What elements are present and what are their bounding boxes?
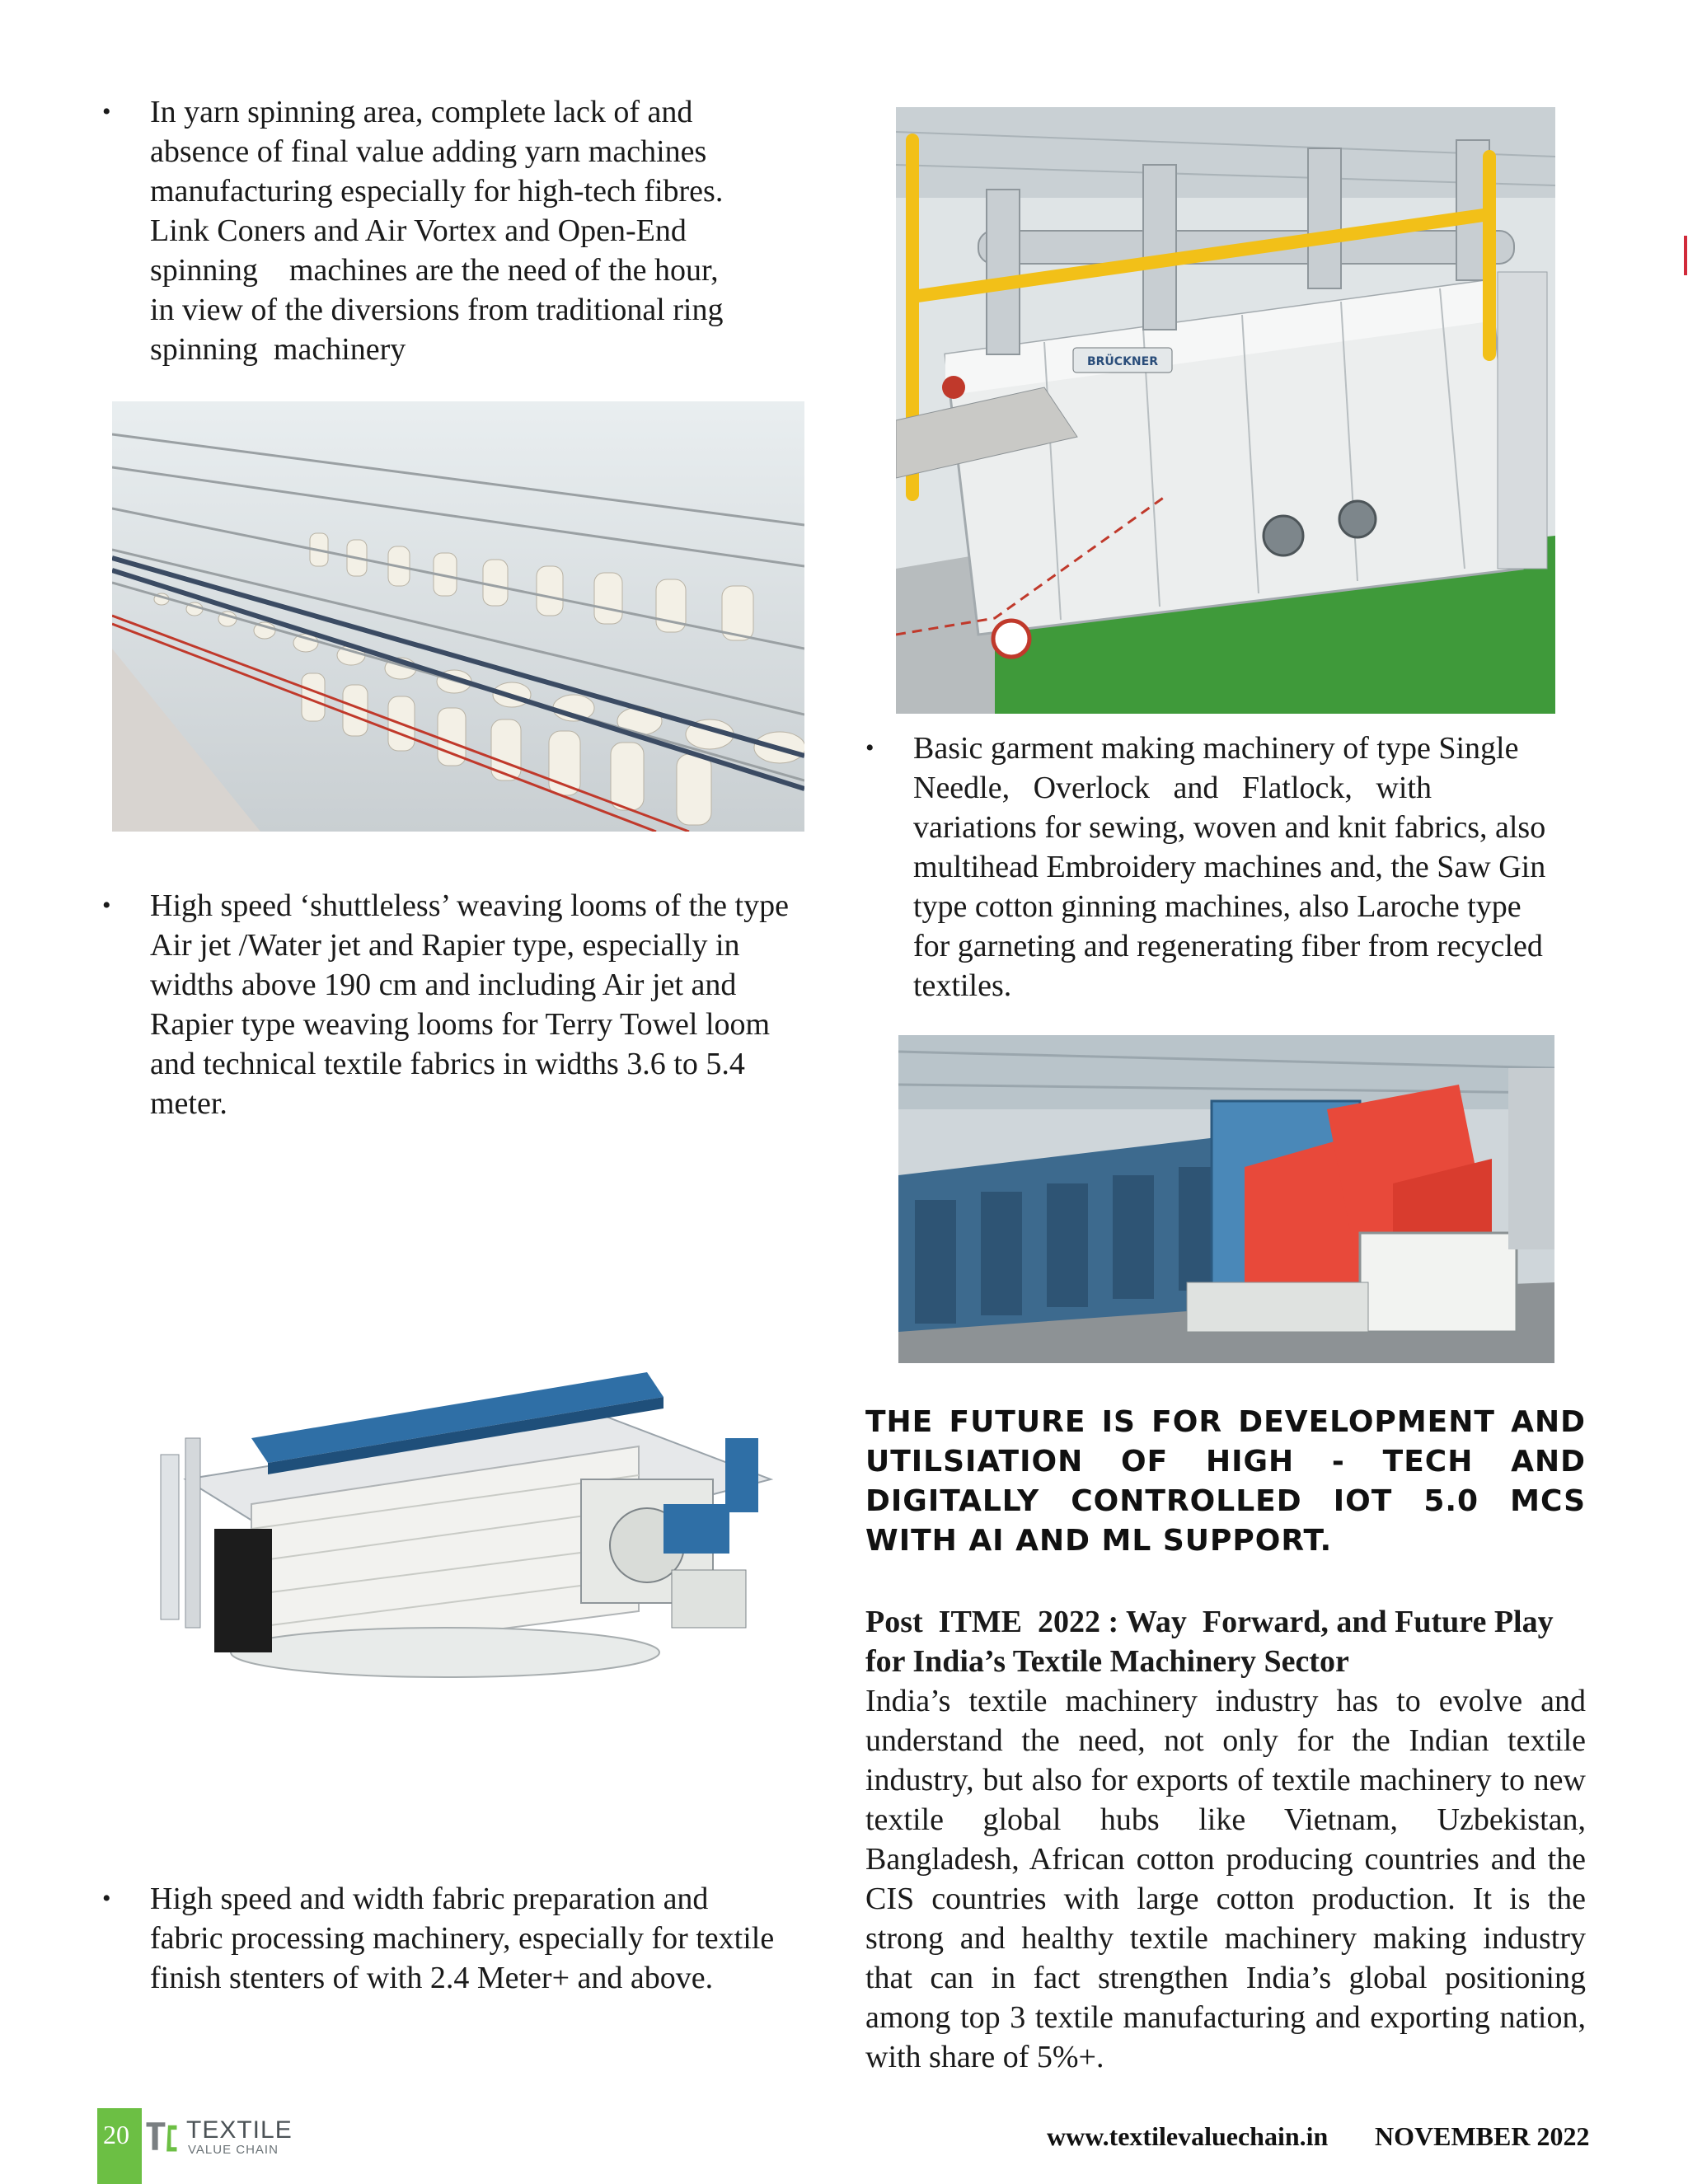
edge-accent-mark — [1684, 236, 1687, 275]
text-line: High speed and width fabric preparation and — [150, 1882, 709, 1916]
text-line: Basic garment making machinery of type Single — [913, 731, 1519, 766]
article-subheading — [865, 1602, 1591, 1681]
bullet-dot: • — [865, 734, 874, 762]
text-line: meter. — [150, 1086, 227, 1121]
subheading-line: for India’s Textile Machinery Sector — [865, 1644, 1349, 1679]
bullet-yarn-spinning — [102, 92, 826, 369]
text-line: spinning machinery — [150, 332, 406, 367]
bullet-garment-machinery — [865, 729, 1589, 1005]
subheading-line: Post ITME 2022 : Way Forward, and Future Play — [865, 1605, 1554, 1639]
footer-website-link[interactable]: www.textilevaluechain.in — [1047, 2121, 1329, 2151]
machine-brand-label: BRÜCKNER — [1086, 355, 1159, 368]
text-line: Air jet /Water jet and Rapier type, especially in — [150, 928, 740, 963]
text-line: variations for sewing, woven and knit fabrics, also — [913, 810, 1546, 845]
text-line: finish stenters of with 2.4 Meter+ and above. — [150, 1961, 714, 1995]
page-number: 20 — [103, 2120, 129, 2149]
text-line: Rapier type weaving looms for Terry Towel loom — [150, 1007, 771, 1042]
text-line: absence of final value adding yarn machines — [150, 134, 707, 169]
text-line: High speed ‘shuttleless’ weaving looms of the type — [150, 888, 789, 923]
stenter-machine-photo — [896, 107, 1555, 714]
bullet-fabric-processing — [102, 1879, 834, 1998]
heading-line: THE FUTURE IS FOR DEVELOPMENT AND — [865, 1405, 1586, 1439]
fabric-finishing-photo — [898, 1035, 1554, 1363]
text-line: in view of the diversions from traditional ring — [150, 293, 724, 327]
text-line: multihead Embroidery machines and, the Saw Gin — [913, 850, 1546, 884]
text-line: Link Coners and Air Vortex and Open-End — [150, 213, 687, 248]
logo-mark-icon — [143, 2118, 180, 2154]
footer-issue-date: NOVEMBER 2022 — [1375, 2121, 1590, 2151]
heading-line: WITH AI AND ML SUPPORT. — [865, 1524, 1333, 1558]
text-line: In yarn spinning area, complete lack of and — [150, 95, 693, 129]
spinning-machine-photo — [112, 401, 804, 832]
text-line: Needle, Overlock and Flatlock, with — [913, 771, 1432, 805]
heading-line: UTILSIATION OF HIGH - TECH AND — [865, 1445, 1586, 1479]
bullet-dot: • — [102, 1885, 111, 1912]
bullet-weaving-looms — [102, 886, 834, 1123]
weaving-loom-photo — [136, 1339, 795, 1702]
text-line: manufacturing especially for high-tech fibres. — [150, 174, 724, 209]
text-line: textiles. — [913, 968, 1012, 1003]
text-line: spinning machines are the need of the hour, — [150, 253, 719, 288]
logo-main-text: TEXTILE — [186, 2116, 293, 2144]
text-line: for garneting and regenerating fiber from recycled — [913, 929, 1543, 963]
text-line: fabric processing machinery, especially for textile — [150, 1921, 775, 1956]
bullet-dot: • — [102, 892, 111, 919]
text-line: type cotton ginning machines, also Laroche type — [913, 889, 1522, 924]
bullet-dot: • — [102, 98, 111, 125]
article-body: India’s textile machinery industry has to evolve and understand the need, not only for the Indian textile industry, but also for exports of textile machinery to new textile global hubs like Vietnam, Uzbekistan, Bangladesh, African cotton producing countries and the CIS countries with large cotton production. It is the strong and healthy textile machinery making industry that can in fact strengthen India’s global positioning among top 3 textile manufacturing and exporting nation, with share of 5%+. — [865, 1684, 1586, 2074]
section-heading — [865, 1403, 1586, 1561]
text-line: and technical textile fabrics in widths 3.6 to 5.4 — [150, 1047, 745, 1081]
heading-line: DIGITALLY CONTROLLED IOT 5.0 MCS — [865, 1484, 1586, 1518]
logo-sub-text: VALUE CHAIN — [188, 2143, 279, 2157]
text-line: widths above 190 cm and including Air jet and — [150, 968, 737, 1002]
textile-value-chain-logo — [143, 2116, 308, 2163]
